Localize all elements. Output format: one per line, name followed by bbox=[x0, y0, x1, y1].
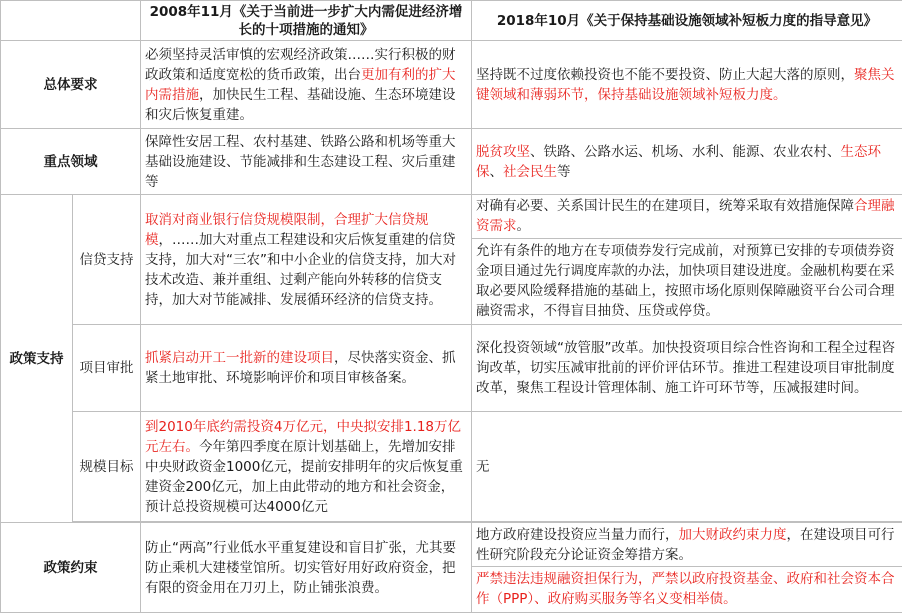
cell-2018-approval bbox=[472, 325, 902, 412]
text-segment: 深化投资领域“放管服”改革。加快投资项目综合性咨询和工程全过程咨询改革，切实压减审批前的评价评估环节。推进工程建设项目审批制度改革，聚焦工程设计管理体制、施工许可环节等，压减报建时间。 bbox=[476, 339, 895, 396]
text-segment: ，尽快落实资金、抓紧土地审批、环境影响评价和项目审核备案。 bbox=[145, 349, 456, 386]
label-credit: 信贷支持 bbox=[73, 195, 141, 325]
text-segment: 。 bbox=[516, 218, 530, 235]
header-corner-cell bbox=[1, 1, 141, 41]
row-credit-a bbox=[1, 195, 902, 238]
label-scale: 规模目标 bbox=[73, 411, 141, 522]
text-segment: 、铁路、公路水运、机场、水利、能源、农业农村、 bbox=[530, 143, 841, 160]
header-row bbox=[1, 1, 902, 41]
cell-2018-constraint-a bbox=[472, 523, 902, 566]
text-segment: 必须坚持灵活审慎的宏观经济政策……实行积极的财政政策和适度宽松的货币政策，出台 bbox=[145, 46, 456, 83]
text-segment: 允许有条件的地方在专项债券发行完成前，对预算已安排的专项债券资金项目通过先行调度库款的办法，加快项目建设进度。金融机构要在采取必要风险缓释措施的基础上，按照市场化原则保障融资平台公司合理融资需求，不得盲目抽贷、压贷或停贷。 bbox=[476, 243, 895, 320]
cell-2018-constraint-b bbox=[472, 566, 902, 612]
cell-2018-credit-a bbox=[472, 195, 902, 238]
text-segment: ，……加大对重点工程建设和灾后恢复重建的信贷支持，加大对“三农”和中小企业的信贷支持，加大对技术改造、兼并重组、过剩产能向外转移的信贷支持，加大对节能减排、发展循环经济的信贷支持。 bbox=[145, 231, 456, 308]
highlighted-text: 取消对商业银行信贷规模限制，合理扩大信贷规模 bbox=[145, 211, 429, 248]
highlighted-text: 合理融资需求 bbox=[476, 198, 895, 235]
highlighted-text: 到2010年底约需投资4万亿元，中央拟安排1.18万亿元左右。 bbox=[145, 418, 462, 455]
header-2018: 2018年10月《关于保持基础设施领域补短板力度的指导意见》 bbox=[472, 1, 902, 41]
label-constraint: 政策约束 bbox=[1, 523, 141, 613]
highlighted-text: 抓紧启动开工一批新的建设项目 bbox=[145, 349, 334, 366]
text-segment: 地方政府建设投资应当量力而行， bbox=[476, 526, 679, 543]
highlighted-text: 更加有利的扩大内需措施 bbox=[145, 66, 456, 103]
cell-2018-credit-b bbox=[472, 238, 902, 325]
row-overall bbox=[1, 41, 902, 129]
text-segment: 防止“两高”行业低水平重复建设和盲目扩张，尤其要防止乘机大建楼堂馆所。切实管好用好政府资金，把有限的资金用在刀刃上，防止铺张浪费。 bbox=[145, 539, 456, 596]
text-segment: 今年第四季度在原计划基础上，先增加安排中央财政资金1000亿元，提前安排明年的灾后恢复重建资金200亿元，加上由此带动的地方和社会资金，预计总投资规模可达4000亿元 bbox=[145, 438, 463, 515]
highlighted-text: 加大财政约束力度 bbox=[678, 526, 787, 543]
highlighted-text: 社会民生 bbox=[503, 163, 557, 180]
cell-2008-overall bbox=[141, 41, 472, 129]
label-key: 重点领域 bbox=[1, 128, 141, 194]
cell-2008-scale bbox=[141, 411, 472, 522]
highlighted-text: 严禁违法违规融资担保行为，严禁以政府投资基金、政府和社会资本合作（PPP）、政府购买服务等名义变相举债。 bbox=[476, 571, 895, 608]
highlighted-text: 聚焦关键领域和薄弱环节，保持基础设施领域补短板力度。 bbox=[476, 66, 895, 103]
row-approval bbox=[1, 325, 902, 412]
cell-2008-approval bbox=[141, 325, 472, 412]
label-approval: 项目审批 bbox=[73, 325, 141, 412]
cell-2008-key bbox=[141, 128, 472, 194]
highlighted-text: 脱贫攻坚 bbox=[476, 143, 530, 160]
row-constraint-a bbox=[1, 523, 902, 566]
row-key bbox=[1, 128, 902, 194]
text-segment: 坚持既不过度依赖投资也不能不要投资、防止大起大落的原则， bbox=[476, 66, 854, 83]
text-segment: 保障性安居工程、农村基建、铁路公路和机场等重大基础设施建设、节能减排和生态建设工程、灾后重建等 bbox=[145, 133, 456, 190]
cell-2018-key bbox=[472, 128, 902, 194]
label-policy: 政策支持 bbox=[1, 195, 73, 523]
cell-2008-constraint bbox=[141, 523, 472, 613]
cell-2018-scale bbox=[472, 411, 902, 522]
header-2008: 2008年11月《关于当前进一步扩大内需促进经济增长的十项措施的通知》 bbox=[141, 1, 472, 41]
text-segment: 等 bbox=[557, 163, 571, 180]
cell-2008-credit bbox=[141, 195, 472, 325]
text-segment: 对确有必要、关系国计民生的在建项目，统筹采取有效措施保障 bbox=[476, 198, 854, 215]
text-segment: ，在建设项目可行性研究阶段充分论证资金筹措方案。 bbox=[476, 526, 895, 563]
highlighted-text: 生态环保 bbox=[476, 143, 881, 180]
text-segment: ，加快民生工程、基础设施、生态环境建设和灾后恢复重建。 bbox=[145, 86, 456, 123]
text-segment: 无 bbox=[476, 458, 490, 475]
cell-2018-overall bbox=[472, 41, 902, 129]
text-segment: 、 bbox=[489, 163, 503, 180]
label-overall: 总体要求 bbox=[1, 41, 141, 129]
row-scale bbox=[1, 411, 902, 522]
